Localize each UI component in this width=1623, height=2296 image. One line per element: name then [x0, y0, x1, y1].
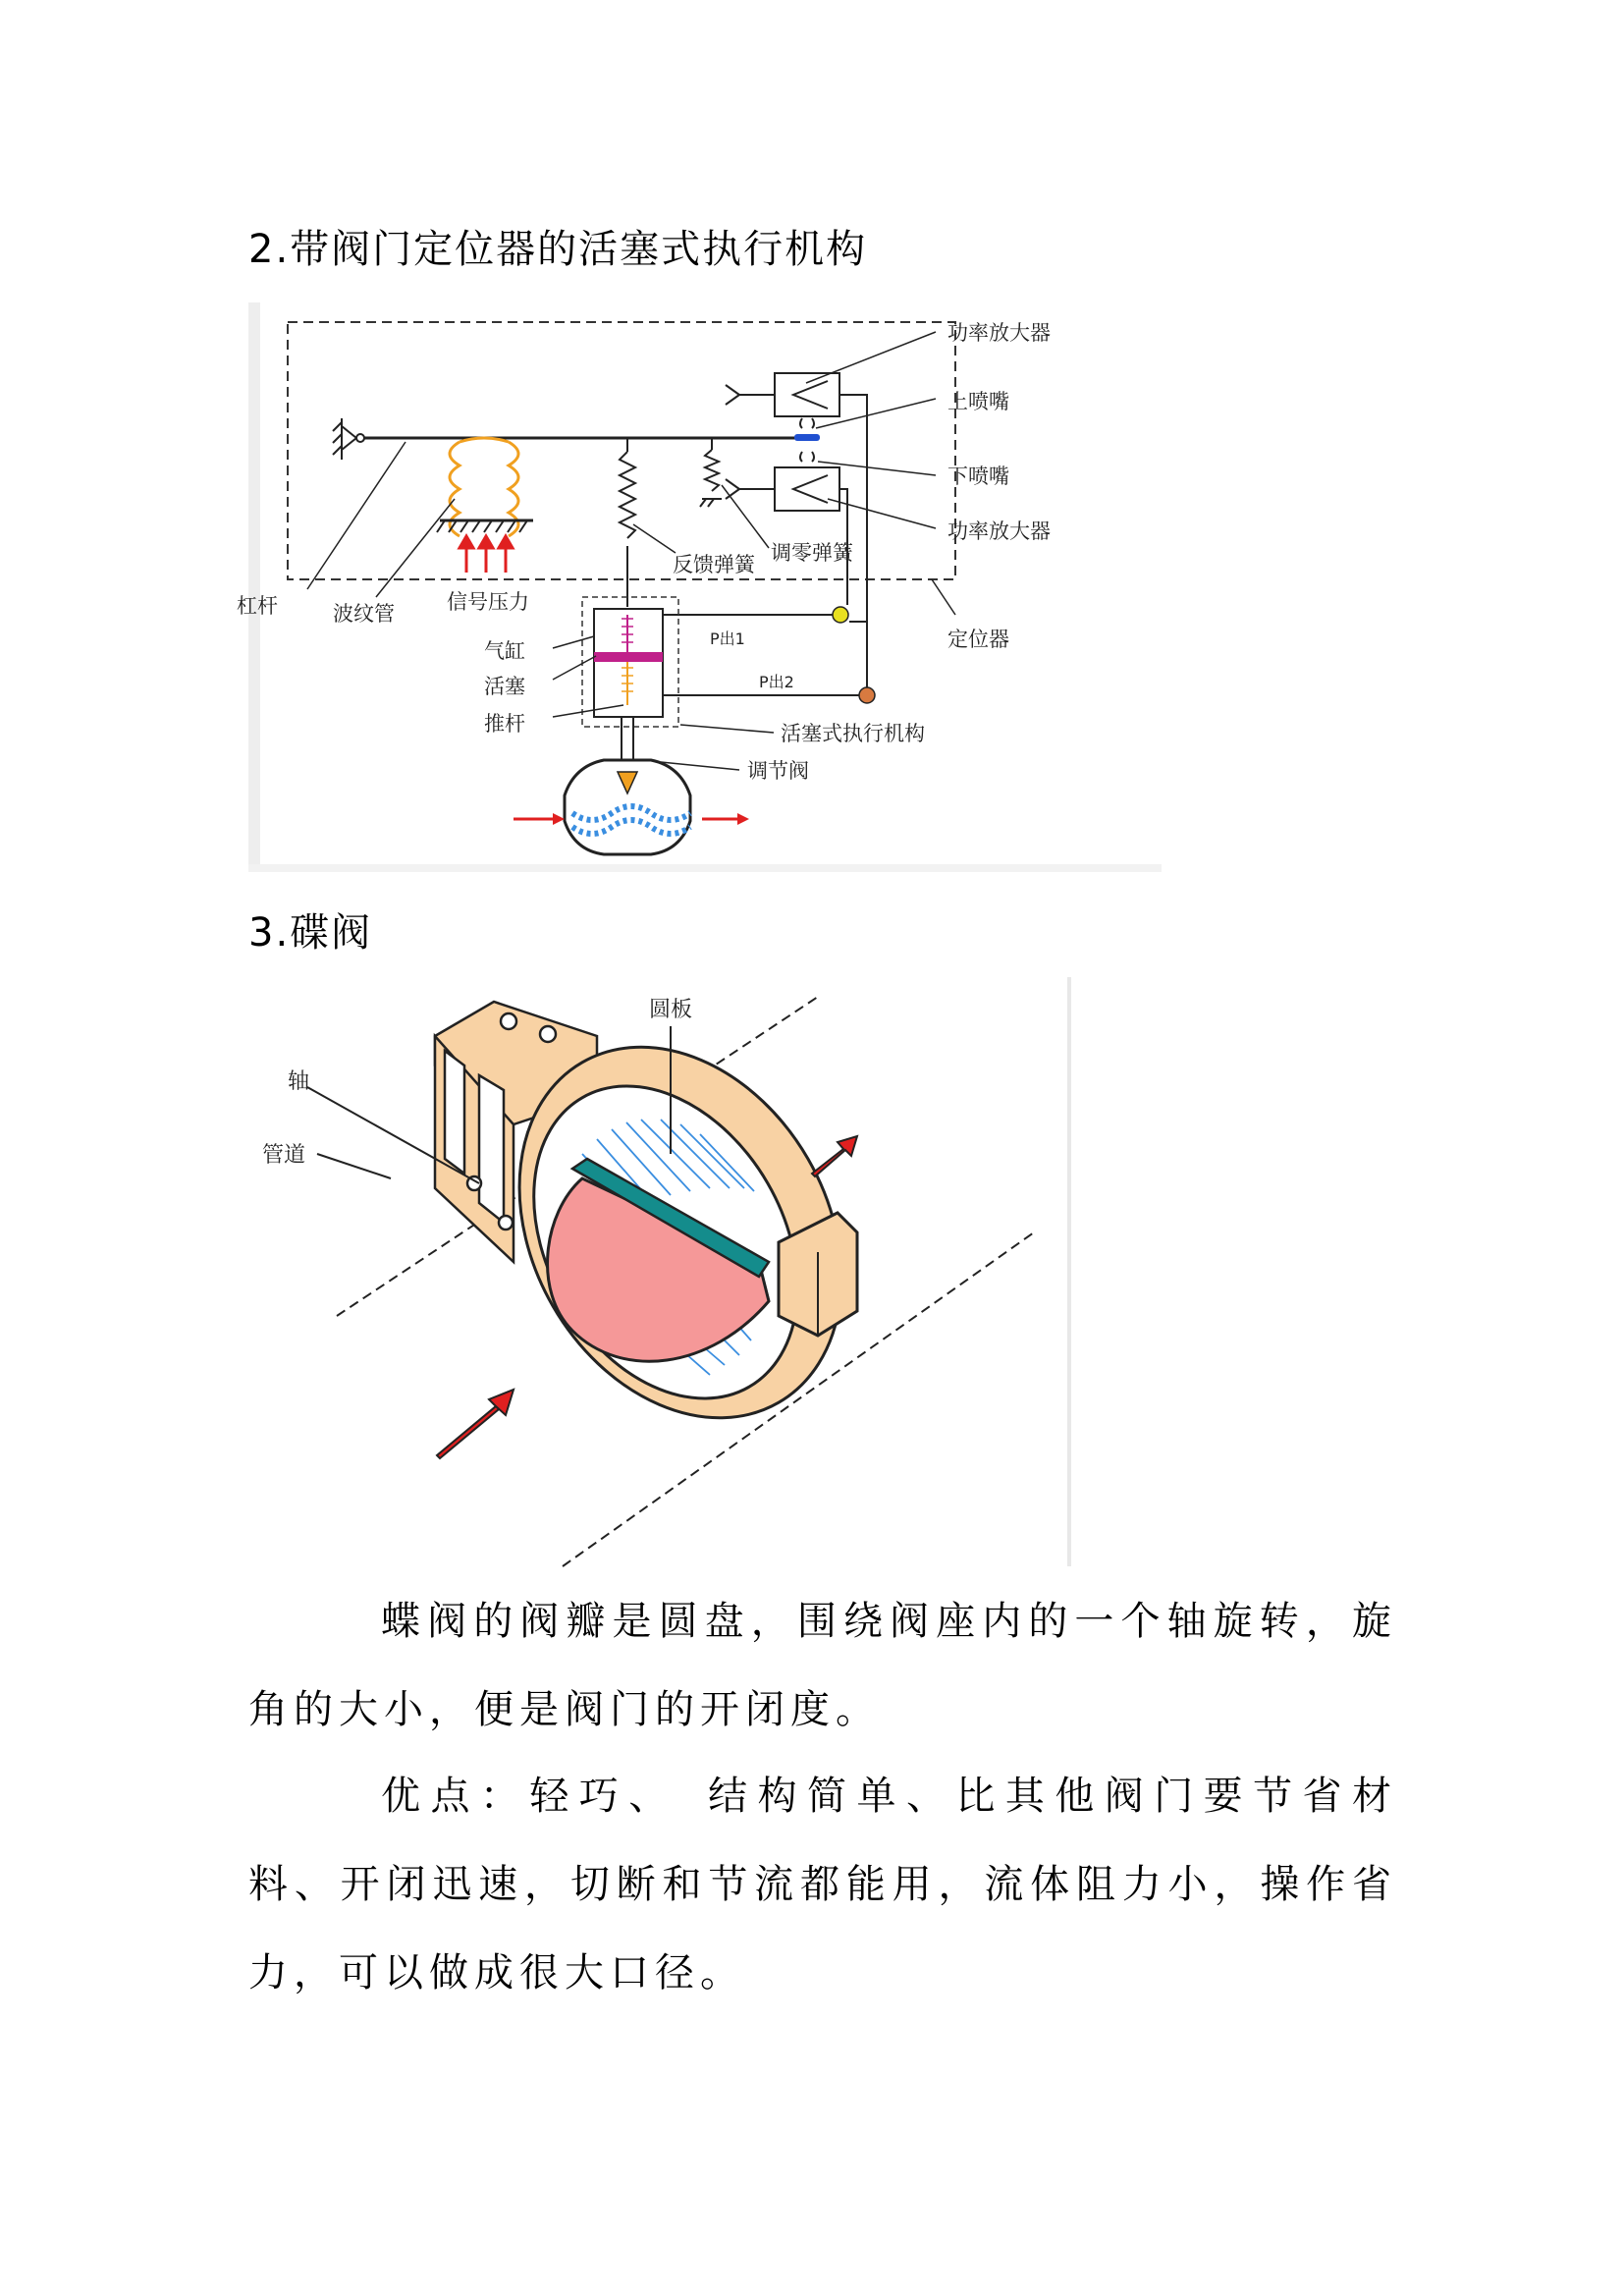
paragraph-advantages: 优点：轻巧、 结构简单、比其他阀门要节省材料、开闭迅速，切断和节流都能用，流体阻力小，操作省力，可以做成很大口径。 [248, 1774, 1397, 1995]
label-amp-bottom: 功率放大器 [947, 519, 1051, 543]
label-pout1: P出1 [710, 629, 745, 648]
label-feedback-spring: 反馈弹簧 [673, 553, 755, 576]
label-signal-pressure: 信号压力 [447, 590, 529, 614]
label-amp-top: 功率放大器 [947, 321, 1051, 345]
label-shaft: 轴 [288, 1069, 310, 1094]
label-pipe: 管道 [262, 1143, 306, 1168]
label-piston: 活塞 [484, 675, 525, 698]
port-pout1 [833, 607, 848, 623]
section-2-title: 2.带阀门定位器的活塞式执行机构 [248, 227, 868, 272]
signal-pressure-arrows [460, 536, 513, 573]
label-nozzle-up: 上喷嘴 [947, 390, 1009, 413]
port-pout2 [859, 687, 875, 703]
label-nozzle-down: 下喷嘴 [947, 465, 1009, 488]
butterfly-valve-illustration [248, 977, 1073, 1566]
label-valve: 调节阀 [747, 759, 809, 783]
label-bellows: 波纹管 [333, 602, 395, 626]
label-actuator: 活塞式执行机构 [781, 722, 925, 745]
section-3-title: 3.碟阀 [248, 910, 373, 956]
label-lever: 杠杆 [237, 594, 278, 618]
label-pout2: P出2 [759, 673, 794, 691]
label-zero-spring: 调零弹簧 [771, 541, 853, 565]
label-positioner: 定位器 [947, 628, 1009, 651]
label-push-rod: 推杆 [484, 712, 525, 736]
label-disc: 圆板 [649, 998, 693, 1022]
flapper [794, 434, 820, 441]
label-cylinder: 气缸 [484, 639, 525, 663]
paragraph-description: 蝶阀的阀瓣是圆盘，围绕阀座内的一个轴旋转，旋角的大小，便是阀门的开闭度。 [248, 1599, 1397, 1732]
positioner-actuator-diagram [237, 302, 1162, 872]
